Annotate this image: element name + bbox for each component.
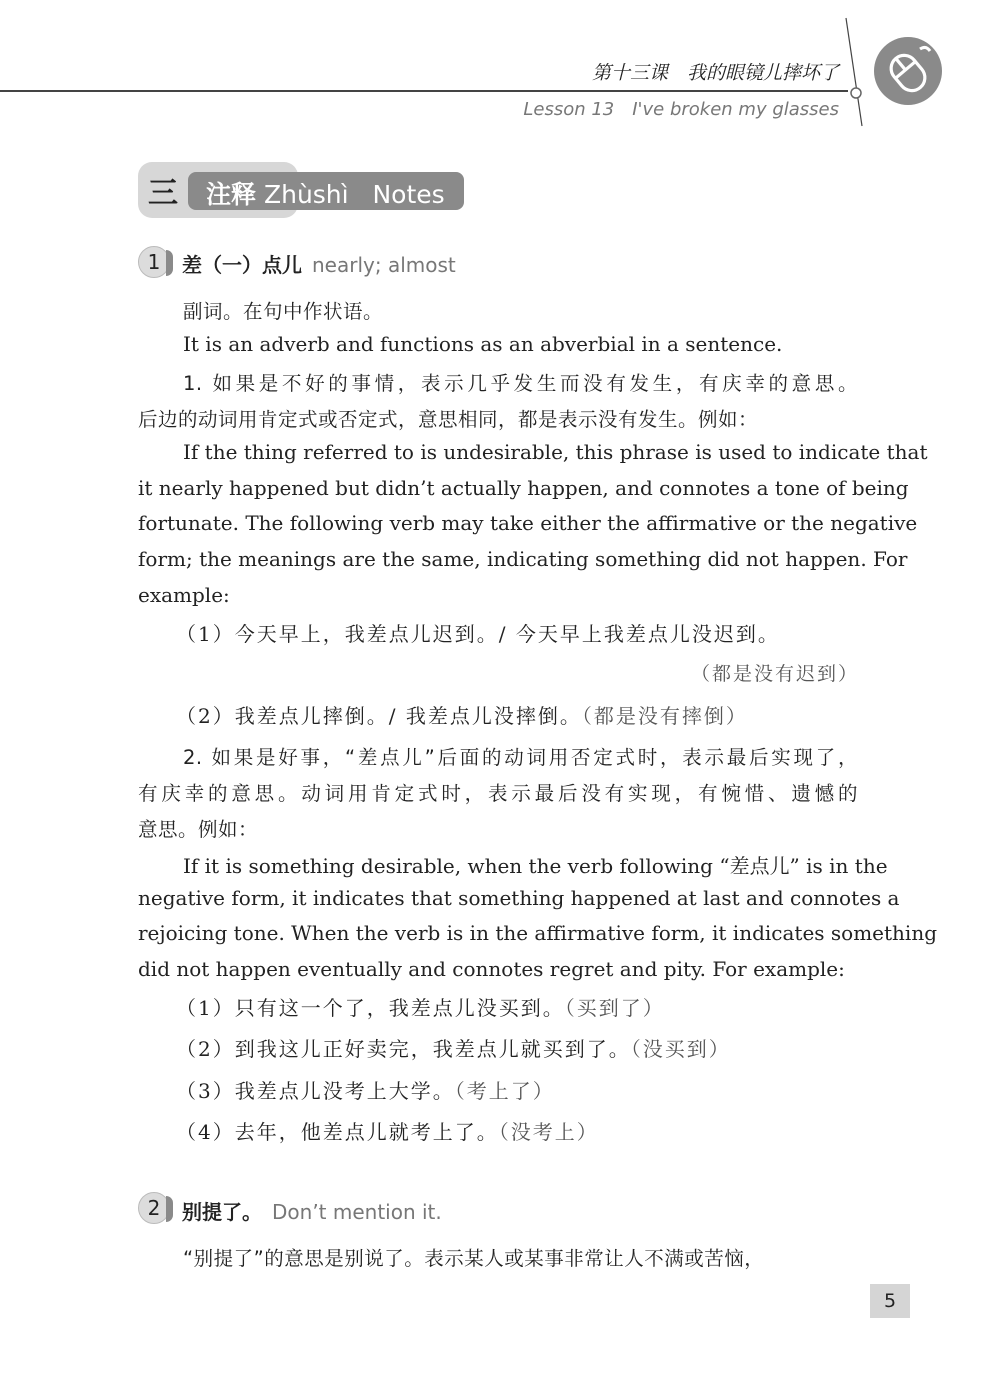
note1-p2-en-line1: If it is something desirable, when the verb following “差点儿” is in the: [183, 854, 888, 878]
example-5-note: （考上了）: [454, 1079, 555, 1103]
note1-p1-en-line1: If the thing referred to is undesirable, this phrase is used to indicate that: [183, 440, 928, 464]
note1-intro-en: It is an adverb and functions as an abverbial in a sentence.: [183, 332, 783, 356]
example-2-text: （2）我差点儿摔倒。/ 我差点儿没摔倒。: [176, 704, 582, 728]
example-2-note: （都是没有摔倒）: [581, 704, 748, 728]
note-gloss-2: Don’t mention it.: [272, 1200, 442, 1224]
section-title-pinyin: Zhùshì: [263, 180, 349, 209]
note1-p1-en-line4: form; the meanings are the same, indicating something did not happen. For: [138, 547, 908, 571]
mouse-icon: [874, 37, 942, 105]
note1-p2-en-line4: did not happen eventually and connotes regret and pity. For example:: [138, 957, 845, 981]
example-1-note: （都是没有迟到）: [690, 663, 859, 685]
note1-p2-cn-line2: 有庆幸的意思。动词用肯定式时，表示最后没有实现，有惋惜、遗憾的: [138, 782, 858, 805]
example-2: [176, 700, 748, 729]
example-3: [176, 992, 665, 1021]
note1-p2-en-line2: negative form, it indicates that something happened at last and connotes a: [138, 886, 900, 910]
example-3-text: （1）只有这一个了，我差点儿没买到。: [176, 996, 565, 1020]
example-1: （1）今天早上，我差点儿迟到。/ 今天早上我差点儿没迟到。: [176, 622, 780, 646]
example-6: [176, 1116, 599, 1145]
section-title-en: Notes: [372, 180, 445, 209]
note-gloss-1: nearly; almost: [312, 253, 456, 277]
example-3-note: （买到了）: [564, 996, 665, 1020]
note-number-2: 2: [138, 1192, 170, 1224]
note-heading-2: [182, 1196, 442, 1225]
lesson-title-en: Lesson 13 I've broken my glasses: [523, 99, 839, 120]
note2-p1-cn: “别提了”的意思是别说了。表示某人或某事非常让人不满或苦恼，: [183, 1247, 765, 1270]
note-phrase-2: 别提了。: [182, 1200, 262, 1224]
note1-p2-en-line3: rejoicing tone. When the verb is in the affirmative form, it indicates something: [138, 921, 938, 945]
example-4-text: （2）到我这儿正好卖完，我差点儿就买到了。: [176, 1037, 631, 1061]
example-4: [176, 1033, 731, 1062]
note1-p1-cn-line1: 1. 如果是不好的事情，表示几乎发生而没有发生，有庆幸的意思。: [183, 372, 858, 395]
example-5: [176, 1075, 555, 1104]
section-title: [206, 175, 445, 211]
section-number: 三: [148, 176, 178, 211]
note1-p1-en-line3: fortunate. The following verb may take either the affirmative or the negative: [138, 511, 918, 535]
note-heading-1: [182, 249, 456, 278]
note-number-1: 1: [138, 246, 170, 278]
note1-p2-cn-line3: 意思。例如：: [138, 818, 259, 841]
page-number: 5: [870, 1284, 910, 1318]
note1-p1-cn-line2: 后边的动词用肯定式或否定式，意思相同，都是表示没有发生。例如：: [138, 408, 759, 431]
note1-p2-cn-line1: 2. 如果是好事，“差点儿”后面的动词用否定式时，表示最后实现了，: [183, 746, 858, 769]
example-6-text: （4）去年，他差点儿就考上了。: [176, 1120, 499, 1144]
section-title-cn: 注释: [206, 180, 257, 209]
note1-p1-en-line2: it nearly happened but didn’t actually happen, and connotes a tone of being: [138, 476, 909, 500]
note1-p1-en-line5: example:: [138, 583, 230, 607]
example-4-note: （没买到）: [630, 1037, 731, 1061]
section-header: [138, 162, 464, 218]
header-divider-line: [0, 0, 999, 140]
example-5-text: （3）我差点儿没考上大学。: [176, 1079, 455, 1103]
lesson-title-cn: 第十三课 我的眼镜儿摔坏了: [591, 62, 839, 84]
example-6-note: （没考上）: [498, 1120, 599, 1144]
note1-intro-cn: 副词。在句中作状语。: [183, 300, 384, 323]
note-phrase-1: 差（一）点儿: [182, 253, 302, 277]
